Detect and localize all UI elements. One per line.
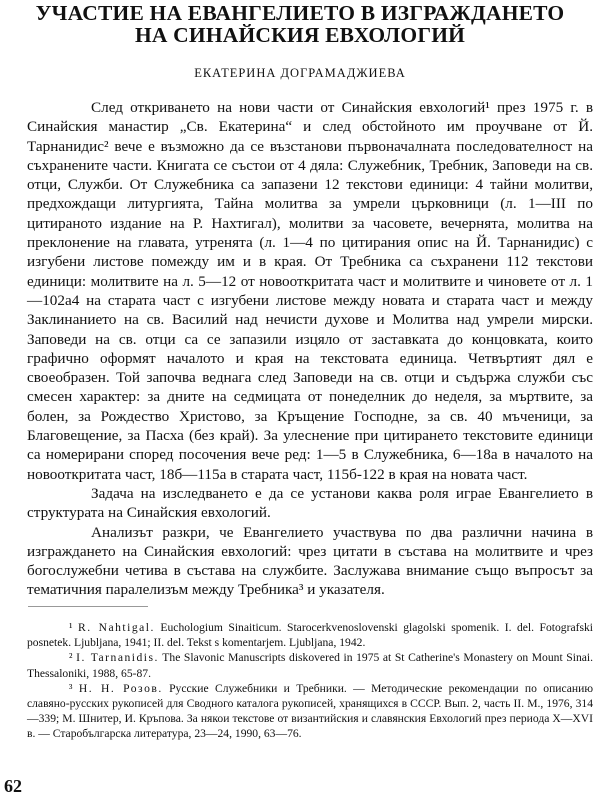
article-body (27, 98, 593, 600)
body-paragraph: След откриването на нови части от Синайския евхологий¹ през 1975 г. в Синайския манастир „Св. Екатерина“ и след обстойното им проучване от Й. Тарнанидис² вече е възможно да се възстанови първоначалната последователност на съхранените части. Книгата се състои от 4 дяла: Служебник, Требник, Заповеди на св. отци, Служби. От Служебника са запазени 12 текстови единици: 4 тайни молитви, предхождащи литургията, Тайна молитва за умрели църковници (л. 1—III по цитираното издание на Р. Нахтигал), молитви за часовете, вечернята, молитва на преклонение на главата, утренята (л. 1—4 по цитирания опис на Й. Тарнанидис) с изгубени листове помежду им и в края. От Требника са съхранени 112 текстови единици: молитвите на л. 5—12 от новооткритата част и молитвите и чиновете от л. 1—102а4 на старата част с изгубени листове между новата и старата част и между Заклинанието на св. Василий над нечисти духове и Молитва над умрели мирски. Заповеди на св. отци са се запазили изцяло от заставката до концовката, които графично оформят началото и края на текстовата единица. Четвъртият дял е своеобразен. Той започва веднага след Заповеди на св. отци и съдържа служби със смесен характер: за дните на седмицата от понеделник до неделя, за мъртвите, за болен, за Рождество Христово, за Кръщение Господне, за св. 40 мъченици, за Благовещение, за Пасха (без край). За улеснение при цитирането текстовите единици са номерирани според посочения вече ред: 1—5 в Служебника, 6—18а в началото на новооткритата част, 18б—115а в старата част, 115б-122 в края на новата част. (27, 99, 593, 483)
footnote-number: ¹ (69, 621, 73, 634)
footnote-item (27, 681, 593, 742)
footnote-number: ² (69, 651, 73, 665)
footnote-item (27, 620, 593, 650)
footnote-author: R. Nahtigal. (77, 621, 155, 634)
author-name: ЕКАТЕРИНА ДОГРАМАДЖИЕВА (194, 66, 406, 80)
article-title (20, 2, 580, 46)
body-paragraph: Анализът разкри, че Евангелието участвува по два различни начина в изграждането на Синайския евхологий: чрез цитати в състава на молитвите и чрез богослужебни четива в състава на службите. Заслужава внимание също въпросът за тематичния паралелизъм между Требника³ и указателя. (27, 523, 593, 599)
footnote-number: ³ (69, 681, 73, 695)
footnote-text: Русские Служебники и Требники. — Методические рекомендации по описанию славяно-русских рукописей для Сводного каталога рукописей, хранящихся в СССР. Вып. 2, часть II. М., 1976, 314—339; М. Шнитер, И. Кръпова. За някои текстове от византийския и славянския Евхологий през периода X—XVI в. — Старобългарска литература, 23—24, 1990, 63—76. (27, 681, 593, 741)
footnote-author: I. Tarnanidis. (76, 651, 159, 665)
footnote-text: Euchologium Sinaiticum. Starocerkvenoslovenski glagolski spomenik. I. del. Fotografski posnetek. Ljubljana, 1941; II. del. Tekst s komentarjem. Ljubljana, 1942. (27, 621, 593, 650)
footnote-text: The Slavonic Manuscripts diskovered in 1975 at St Catherine's Monastery on Mount Sinai. Thessaloniki, 1988, 65-87. (27, 651, 594, 680)
footnote-separator (28, 606, 148, 607)
title-line-2: НА СИНАЙСКИЯ ЕВХОЛОГИЙ (134, 23, 466, 47)
footnotes (27, 620, 593, 742)
page-number: 62 (4, 776, 22, 796)
footnote-author: Н. Н. Розов. (78, 681, 163, 695)
title-line-1: УЧАСТИЕ НА ЕВАНГЕЛИЕТО В ИЗГРАЖДАНЕТО (35, 1, 565, 25)
body-paragraph: Задача на изследването е да се установи каква роля играе Евангелието в структурата на Синайския евхологий. (27, 484, 593, 522)
footnote-item (27, 650, 593, 680)
